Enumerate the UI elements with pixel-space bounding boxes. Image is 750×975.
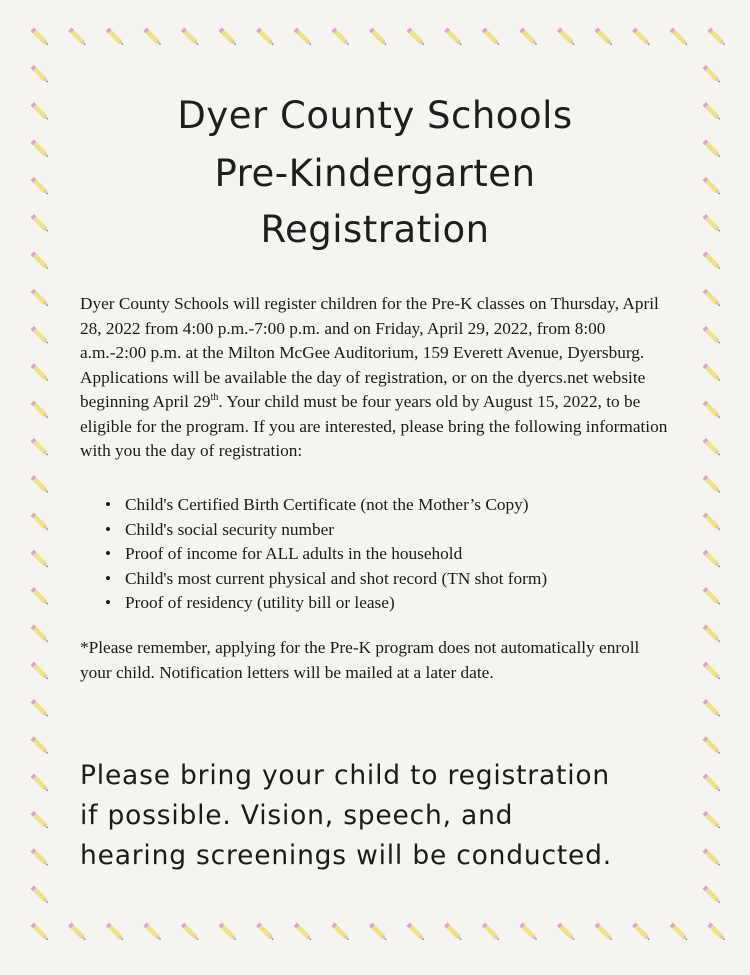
pencil-icon — [31, 736, 50, 755]
pencil-icon — [703, 624, 722, 643]
pencil-icon — [703, 363, 722, 382]
pencil-icon — [68, 28, 87, 47]
pencil-icon — [31, 587, 50, 606]
pencil-icon — [369, 923, 388, 942]
bullet: • — [105, 568, 112, 588]
pencil-icon — [31, 662, 50, 681]
pencil-icon — [703, 550, 722, 569]
bullet: • — [105, 593, 112, 612]
pencil-icon — [31, 28, 50, 47]
pencil-icon — [703, 848, 722, 867]
pencil-icon — [31, 438, 50, 457]
pencil-icon — [407, 28, 426, 47]
pencil-icon — [31, 326, 50, 345]
pencil-icon — [143, 28, 162, 47]
pencil-icon — [31, 848, 50, 867]
pencil-icon — [703, 475, 722, 494]
title-line-2: Pre-Kindergarten — [214, 152, 536, 195]
pencil-icon — [219, 923, 238, 942]
pencil-icon — [31, 885, 50, 904]
pencil-icon — [31, 550, 50, 569]
pencil-icon — [703, 289, 722, 308]
pencil-icon — [407, 923, 426, 942]
pencil-icon — [632, 923, 651, 942]
pencil-icon — [31, 512, 50, 531]
list-item — [105, 493, 547, 518]
intro-paragraph — [80, 292, 668, 464]
list-item-text: Child's social security number — [125, 519, 335, 539]
pencil-icon — [670, 923, 689, 942]
pencil-icon — [670, 28, 689, 47]
pencil-icon — [519, 28, 538, 47]
pencil-icon — [31, 923, 50, 942]
pencil-icon — [595, 923, 614, 942]
closing-line-3: hearing screenings will be conducted. — [80, 840, 612, 871]
pencil-icon — [369, 28, 388, 47]
pencil-icon — [31, 363, 50, 382]
list-item-text: Proof of residency (utility bill or lease) — [125, 593, 395, 612]
pencil-icon — [31, 624, 50, 643]
pencil-icon — [31, 65, 50, 84]
pencil-icon — [557, 923, 576, 942]
pencil-icon — [256, 28, 275, 47]
pencil-icon — [707, 28, 726, 47]
pencil-icon — [703, 587, 722, 606]
intro-text-part-1: Dyer County Schools will register children for the Pre-K classes on Thursday, April 28, 2022 from 4:00 p.m.-7:00 p.m. and on Friday, April 29, 2022, from 8:00 a.m.-2:00 p.m. at the Milton McGee Auditorium, 159 Everett Avenue, Dyersburg. Applications will be available the day of registration, or on the dyercs.net website beginning April 29 — [80, 294, 659, 411]
pencil-icon — [31, 774, 50, 793]
bullet: • — [105, 495, 112, 514]
bullet: • — [105, 519, 112, 539]
pencil-icon — [632, 28, 651, 47]
pencil-icon — [557, 28, 576, 47]
pencil-icon — [703, 65, 722, 84]
pencil-icon — [219, 28, 238, 47]
title-line-3: Registration — [260, 208, 490, 251]
pencil-icon — [294, 923, 313, 942]
reminder-note: *Please remember, applying for the Pre-K program does not automatically enroll your child. Notification letters will be mailed at a later date. — [80, 638, 640, 682]
pencil-icon — [181, 923, 200, 942]
pencil-icon — [703, 401, 722, 420]
pencil-icon — [482, 923, 501, 942]
pencil-icon — [444, 923, 463, 942]
list-item — [105, 518, 547, 543]
pencil-icon — [703, 662, 722, 681]
pencil-icon — [703, 774, 722, 793]
list-item — [105, 591, 547, 616]
intro-superscript: th — [210, 392, 219, 404]
pencil-icon — [707, 923, 726, 942]
pencil-icon — [106, 923, 125, 942]
pencil-icon — [703, 699, 722, 718]
pencil-icon — [703, 512, 722, 531]
pencil-icon — [31, 401, 50, 420]
closing-line-2: if possible. Vision, speech, and — [80, 800, 514, 831]
pencil-icon — [519, 923, 538, 942]
pencil-icon — [181, 28, 200, 47]
list-item-text: Child's Certified Birth Certificate (not the Mother’s Copy) — [125, 495, 529, 514]
bullet: • — [105, 544, 112, 563]
pencil-icon — [703, 736, 722, 755]
list-item-text: Proof of income for ALL adults in the household — [125, 544, 463, 563]
list-item — [105, 542, 547, 567]
list-item-text: Child's most current physical and shot record (TN shot form) — [125, 568, 548, 588]
pencil-icon — [31, 289, 50, 308]
pencil-icon — [256, 923, 275, 942]
closing-line-1: Please bring your child to registration — [80, 760, 611, 791]
pencil-icon — [331, 28, 350, 47]
pencil-icon — [106, 28, 125, 47]
pencil-icon — [294, 28, 313, 47]
required-documents-list — [105, 493, 547, 616]
pencil-icon — [703, 885, 722, 904]
pencil-icon — [703, 326, 722, 345]
pencil-icon — [68, 923, 87, 942]
pencil-icon — [444, 28, 463, 47]
intro-text-part-2: . Your child must be four years old by August 15, 2022, to be eligible for the program. If you are interested, please bring the following information with you the day of registration: — [80, 392, 668, 460]
pencil-icon — [331, 923, 350, 942]
pencil-icon — [482, 28, 501, 47]
pencil-icon — [31, 475, 50, 494]
pencil-icon — [703, 438, 722, 457]
list-item — [105, 567, 547, 592]
pencil-icon — [703, 811, 722, 830]
pencil-icon — [595, 28, 614, 47]
pencil-icon — [31, 699, 50, 718]
title-line-1: Dyer County Schools — [177, 94, 573, 137]
pencil-icon — [31, 811, 50, 830]
pencil-icon — [143, 923, 162, 942]
